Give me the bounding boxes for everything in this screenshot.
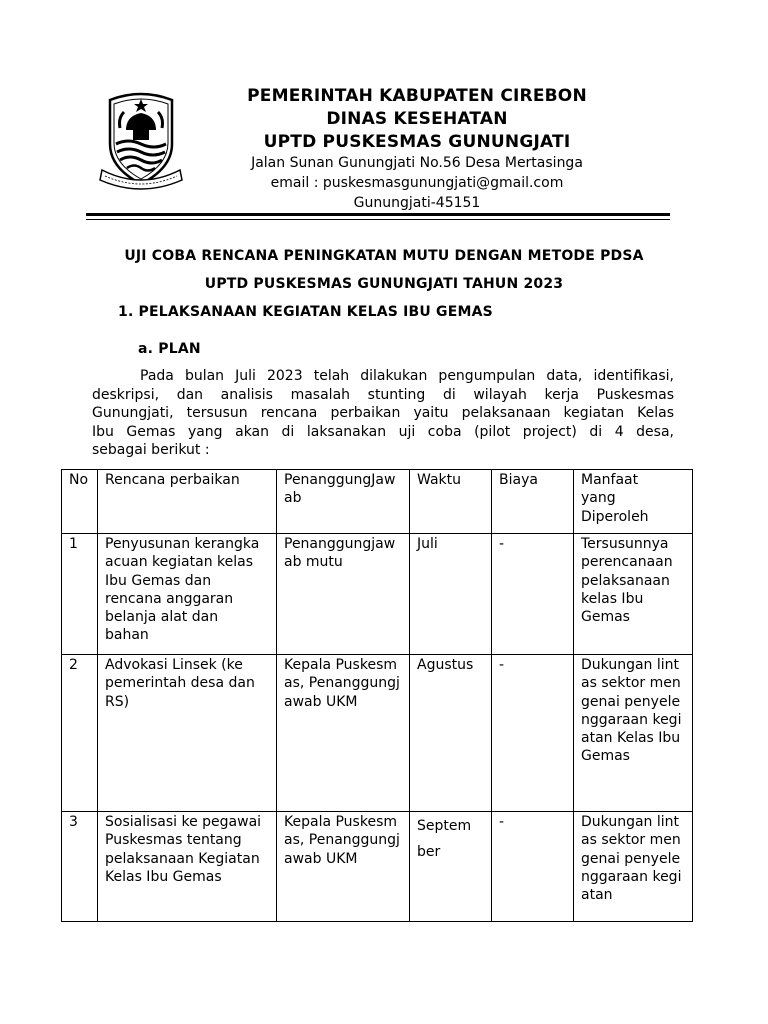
cell-rencana: Penyusunan kerangka acuan kegiatan kelas Ibu Gemas dan rencana anggaran belanja alat dan bahan xyxy=(98,534,277,655)
letterhead-department: DINAS KESEHATAN xyxy=(326,109,508,129)
letterhead-unit: UPTD PUSKESMAS GUNUNGJATI xyxy=(263,132,571,152)
cell-rencana: Advokasi Linsek (ke pemerintah desa dan RS) xyxy=(98,655,277,812)
cell-no: 3 xyxy=(62,812,98,922)
letterhead-government: PEMERINTAH KABUPATEN CIREBON xyxy=(247,86,587,106)
paragraph-line: deskripsi, dan analisis masalah stunting di wilayah kerja Puskesmas xyxy=(92,386,674,403)
cell-rencana: Sosialisasi ke pegawai Puskesmas tentang pelaksanaan Kegiatan Kelas Ibu Gemas xyxy=(98,812,277,922)
cell-manfaat: Dukungan lintas sektor mengenai penyelenggaraan kegiatan Kelas Ibu Gemas xyxy=(574,655,693,812)
document-title: UJI COBA RENCANA PENINGKATAN MUTU DENGAN METODE PDSA xyxy=(124,248,644,264)
cell-biaya: - xyxy=(492,655,574,812)
header-manfaat: Manfaat yang Diperoleh xyxy=(574,470,693,534)
cell-waktu: Juli xyxy=(410,534,492,655)
plan-table xyxy=(61,469,693,922)
letterhead-address: Jalan Sunan Gunungjati No.56 Desa Mertasinga xyxy=(251,155,583,171)
subsection-heading: a. PLAN xyxy=(138,341,201,357)
table-header-row xyxy=(62,470,693,534)
table-row xyxy=(62,534,693,655)
cell-biaya: - xyxy=(492,812,574,922)
table-row xyxy=(62,655,693,812)
header-biaya: Biaya xyxy=(492,470,574,534)
paragraph-line: Gunungjati, tersusun rencana perbaikan yaitu pelaksanaan kegiatan Kelas xyxy=(92,405,674,421)
header-rencana: Rencana perbaikan xyxy=(98,470,277,534)
document-subtitle: UPTD PUSKESMAS GUNUNGJATI TAHUN 2023 xyxy=(204,276,564,292)
cell-waktu: Agustus xyxy=(410,655,492,812)
cell-manfaat: Dukungan lintas sektor mengenai penyelenggaraan kegiatan xyxy=(574,812,693,922)
header-no: No xyxy=(62,470,98,534)
cell-no: 1 xyxy=(62,534,98,655)
cell-biaya: - xyxy=(492,534,574,655)
header-penanggungjawab: PenanggungJawab xyxy=(277,470,410,534)
paragraph-line: sebagai berikut : xyxy=(92,442,210,458)
cell-no: 2 xyxy=(62,655,98,812)
cell-penanggungjawab: Kepala Puskesmas, Penanggungjawab UKM xyxy=(277,655,410,812)
cell-penanggungjawab: Kepala Puskesmas, Penanggungjawab UKM xyxy=(277,812,410,922)
cell-penanggungjawab: Penanggungjawab mutu xyxy=(277,534,410,655)
letterhead-city: Gunungjati-45151 xyxy=(353,195,481,211)
letterhead-email: email : puskesmasgunungjati@gmail.com xyxy=(270,175,564,191)
paragraph-line: Ibu Gemas yang akan di laksanakan uji coba (pilot project) di 4 desa, xyxy=(92,423,674,440)
header-waktu: Waktu xyxy=(410,470,492,534)
paragraph-line: Pada bulan Juli 2023 telah dilakukan pengumpulan data, identifikasi, xyxy=(140,368,674,384)
cell-manfaat: Tersusunnya perencanaan pelaksanaan kelas Ibu Gemas xyxy=(574,534,693,655)
table-row xyxy=(62,812,693,922)
section-heading: 1. PELAKSANAAN KEGIATAN KELAS IBU GEMAS xyxy=(118,304,493,320)
cell-waktu: September xyxy=(410,812,492,922)
